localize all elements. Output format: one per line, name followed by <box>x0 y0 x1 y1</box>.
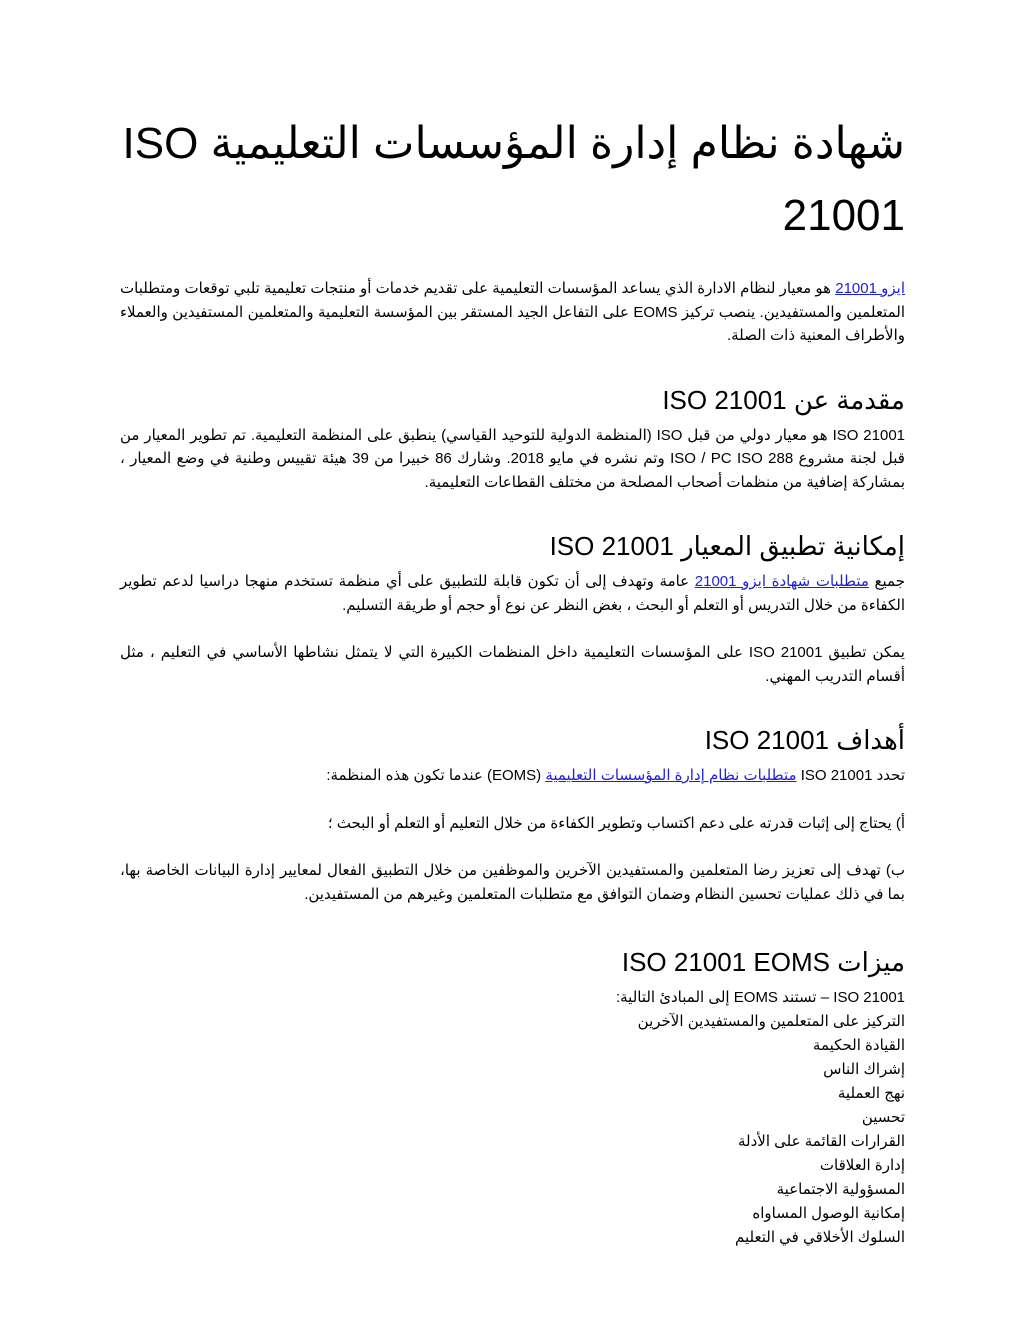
applicability-text-after: عامة وتهدف إلى أن تكون قابلة للتطبيق على أي منظمة تستخدم منهجا دراسيا لدعم تطوير الكفاءة من خلال التدريس أو التعلم أو البحث ، بغض النظر عن نوع أو حجم أو طريقة التسليم. <box>120 573 905 614</box>
intro-paragraph <box>120 277 905 348</box>
iso-21001-link[interactable]: ايزو 21001 <box>835 280 905 297</box>
page-title: شهادة نظام إدارة المؤسسات التعليمية ISO 21001 <box>122 119 905 240</box>
goals-paragraph <box>120 764 905 788</box>
goals-text-after: (EOMS) عندما تكون هذه المنظمة: <box>326 767 546 784</box>
features-lead: ISO 21001 – تستند EOMS إلى المبادئ التالية: <box>615 989 905 1006</box>
goals-text-before: تحدد ISO 21001 <box>796 767 905 784</box>
goals-heading: أهداف ISO 21001 <box>704 725 905 755</box>
list-item: إشراك الناس <box>823 1060 905 1078</box>
list-item: التركيز على المتعلمين والمستفيدين الآخرين <box>637 1012 905 1030</box>
eoms-requirements-link[interactable]: متطلبات نظام إدارة المؤسسات التعليمية <box>545 767 797 784</box>
features-heading: ميزات ISO 21001 EOMS <box>621 947 905 977</box>
applicability-heading: إمكانية تطبيق المعيار ISO 21001 <box>549 531 905 561</box>
applicability-paragraph-2: يمكن تطبيق ISO 21001 على المؤسسات التعليمية داخل المنظمات الكبيرة التي لا يتمثل نشاطها الأساسي في التعليم ، مثل أقسام التدريب المهني. <box>120 644 905 685</box>
applicability-text-before: جميع <box>868 573 905 590</box>
list-item: نهج العملية <box>837 1084 905 1102</box>
list-item: إمكانية الوصول المساواه <box>752 1204 905 1222</box>
list-item: السلوك الأخلاقي في التعليم <box>735 1228 905 1246</box>
document-page <box>120 108 905 1250</box>
list-item: المسؤولية الاجتماعية <box>776 1180 905 1198</box>
list-item: إدارة العلاقات <box>819 1156 905 1174</box>
goal-a: أ) يحتاج إلى إثبات قدرته على دعم اكتساب وتطوير الكفاءة من خلال التعليم أو التعلم أو البحث ؛ <box>327 814 905 832</box>
principles-list <box>120 1010 905 1250</box>
list-item: تحسين <box>861 1108 905 1126</box>
list-item: القيادة الحكيمة <box>812 1036 905 1054</box>
certification-requirements-link[interactable]: متطلبات شهادة ايزو 21001 <box>694 573 869 590</box>
list-item: القرارات القائمة على الأدلة <box>737 1132 905 1150</box>
goal-b: ب) تهدف إلى تعزيز رضا المتعلمين والمستفيدين الآخرين والموظفين من خلال التطبيق الفعال لمعايير إدارة البيانات الخاصة بها، بما في ذلك عمليات تحسين النظام وضمان التوافق مع متطلبات المتعلمين وغيرهم من المستفيدين. <box>120 862 905 903</box>
intro-text: هو معيار لنظام الادارة الذي يساعد المؤسسات التعليمية على تقديم خدمات أو منتجات تعليمية تلبي توقعات ومتطلبات المتعلمين والمستفيدين. ينصب تركيز EOMS على التفاعل الجيد المستقر بين المؤسسة التعليمية والمتعلمين المستفيدين والعملاء والأطراف المعنية ذات الصلة. <box>120 280 905 344</box>
about-heading: مقدمة عن ISO 21001 <box>662 384 905 415</box>
about-paragraph: ISO 21001 هو معيار دولي من قبل ISO (المنظمة الدولية للتوحيد القياسي) ينطبق على المنظمة التعليمية. تم تطوير المعيار من قبل لجنة مشروع ISO / PC ISO 288 وتم نشره في مايو 2018. وشارك 86 خبيرا من 39 هيئة تقييس وطنية في وضع المعيار ، بمشاركة إضافية من منظمات أصحاب المصلحة من مختلف القطاعات التعليمية. <box>120 426 905 491</box>
applicability-paragraph-1 <box>120 570 905 617</box>
